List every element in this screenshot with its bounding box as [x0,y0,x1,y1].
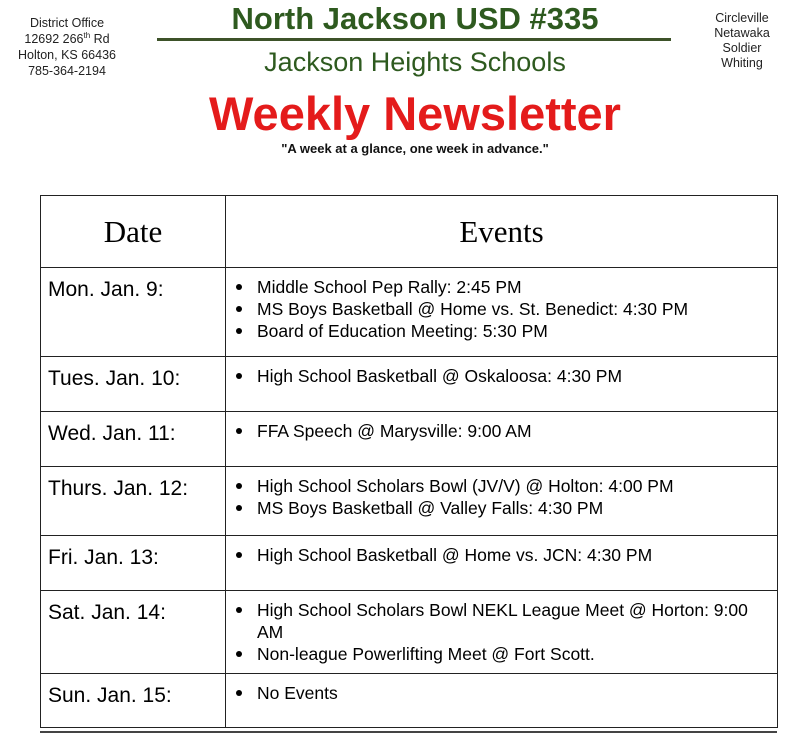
row-date: Tues. Jan. 10: [41,357,226,412]
row-events [226,357,778,412]
schools-subtitle: Jackson Heights Schools [264,47,566,77]
row-date: Fri. Jan. 13: [41,536,226,591]
row-events [226,674,778,728]
town-item: Circleville [715,11,769,25]
table-row [41,412,778,467]
list-item: High School Scholars Bowl NEKL League Meet @ Horton: 9:00 AM [234,599,771,643]
list-item: Non-league Powerlifting Meet @ Fort Scott. [234,643,771,665]
list-item: High School Basketball @ Oskaloosa: 4:30 PM [234,365,771,387]
events-table [40,195,778,728]
row-events [226,591,778,674]
district-office-address [6,15,128,79]
town-list [692,11,792,71]
row-date: Sun. Jan. 15: [41,674,226,728]
town-item: Whiting [721,56,763,70]
table-row [41,357,778,412]
list-item: No Events [234,682,771,704]
list-item: High School Scholars Bowl (JV/V) @ Holton: 4:00 PM [234,475,771,497]
row-date: Wed. Jan. 11: [41,412,226,467]
street-name: Rd [90,32,110,46]
date-column-header: Date [41,196,226,268]
street-number: 12692 266 [24,32,84,46]
row-date: Mon. Jan. 9: [41,268,226,357]
street-suffix: th [83,30,91,40]
event-list [234,475,771,519]
district-office-label: District Office [29,16,105,30]
newsletter-headline: Weekly Newsletter [209,87,621,140]
event-list [234,276,771,342]
district-office-street [6,31,128,47]
district-office-city: Holton, KS 66436 [18,48,116,62]
row-events [226,536,778,591]
event-list [234,365,771,387]
table-row [41,268,778,357]
row-events [226,268,778,357]
district-office-phone: 785-364-2194 [28,64,106,78]
district-title: North Jackson USD #335 [231,1,599,36]
event-list [234,682,771,704]
list-item: Middle School Pep Rally: 2:45 PM [234,276,771,298]
list-item: FFA Speech @ Marysville: 9:00 AM [234,420,771,442]
town-item: Netawaka [714,26,770,40]
newsletter-tagline: "A week at a glance, one week in advance." [281,141,549,156]
table-row [41,591,778,674]
row-date: Thurs. Jan. 12: [41,467,226,536]
list-item: MS Boys Basketball @ Valley Falls: 4:30 PM [234,497,771,519]
town-item: Soldier [722,41,762,55]
event-list [234,599,771,665]
table-row [41,536,778,591]
list-item: High School Basketball @ Home vs. JCN: 4:30 PM [234,544,771,566]
event-list [234,544,771,566]
table-row [41,674,778,728]
page-bottom-rule [40,731,777,733]
events-column-header: Events [226,196,778,268]
row-events [226,412,778,467]
event-list [234,420,771,442]
table-header-row [41,196,778,268]
table-row [41,467,778,536]
list-item: MS Boys Basketball @ Home vs. St. Benedict: 4:30 PM [234,298,771,320]
title-divider [157,38,671,41]
row-date: Sat. Jan. 14: [41,591,226,674]
list-item: Board of Education Meeting: 5:30 PM [234,320,771,342]
row-events [226,467,778,536]
